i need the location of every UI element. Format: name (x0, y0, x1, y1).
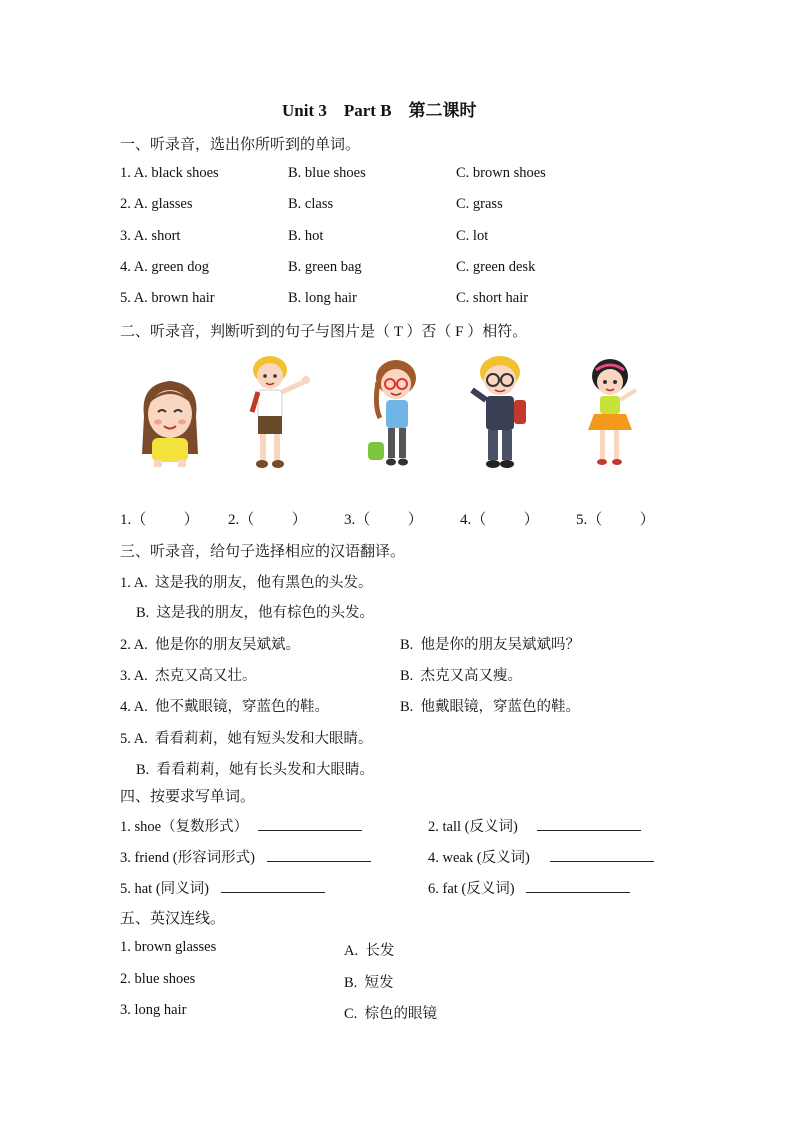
s1-q2-b: B. class (288, 196, 334, 212)
picture-girl-long-hair (134, 376, 206, 468)
s3-q1-b: B. 这是我的朋友，他有棕色的头发。 (136, 605, 375, 621)
picture-blond-boy (240, 352, 316, 474)
s2-answer-2[interactable]: 2.（ ） (228, 512, 307, 528)
s4-item-5 (120, 877, 325, 898)
s1-q3-c: C. lot (456, 228, 489, 244)
s4-item-6-label: 6. fat (反义词) (428, 881, 515, 897)
section-3-heading: 三、听录音，给句子选择相应的汉语翻译。 (120, 544, 406, 560)
s1-q3-b: B. hot (288, 228, 324, 244)
s4-item-4-label: 4. weak (反义词) (428, 850, 530, 866)
s4-item-2-label: 2. tall (反义词) (428, 819, 518, 835)
s5-left-2[interactable]: 2. blue shoes (120, 971, 196, 987)
s1-q1-b: B. blue shoes (288, 165, 366, 181)
s1-q1-c: C. brown shoes (456, 165, 546, 181)
s3-q2-b: B. 他是你的朋友吴斌斌吗？ (400, 637, 581, 653)
s1-q2-a: 2. A. glasses (120, 196, 193, 212)
s3-q5-b: B. 看看莉莉，她有长头发和大眼睛。 (136, 762, 375, 778)
s1-q5-a: 5. A. brown hair (120, 290, 215, 306)
section-2-heading: 二、听录音，判断听到的句子与图片是（ T ）否（ F ）相符。 (120, 324, 528, 340)
s5-left-3[interactable]: 3. long hair (120, 1002, 187, 1018)
s1-q3-a: 3. A. short (120, 228, 181, 244)
s3-q4-b: B. 他戴眼镜，穿蓝色的鞋。 (400, 699, 581, 715)
s3-q4-a: 4. A. 他不戴眼镜，穿蓝色的鞋。 (120, 699, 330, 715)
s4-item-6 (428, 877, 630, 898)
s5-right-c[interactable]: C. 棕色的眼镜 (344, 1006, 438, 1022)
s3-q1-a: 1. A. 这是我的朋友，他有黑色的头发。 (120, 575, 373, 591)
picture-girl-orange-skirt (584, 354, 646, 474)
s3-q3-a: 3. A. 杰克又高又壮。 (120, 668, 257, 684)
s3-q5-a: 5. A. 看看莉莉，她有短头发和大眼睛。 (120, 731, 373, 747)
s2-answer-5[interactable]: 5.（ ） (576, 512, 655, 528)
s4-item-1 (120, 815, 362, 836)
s1-q5-c: C. short hair (456, 290, 529, 306)
s5-right-b[interactable]: B. 短发 (344, 975, 394, 991)
s4-item-1-label: 1. shoe（复数形式） (120, 819, 249, 835)
s4-item-2 (428, 815, 641, 836)
s1-q5-b: B. long hair (288, 290, 357, 306)
s3-q3-b: B. 杰克又高又瘦。 (400, 668, 523, 684)
s2-answer-4[interactable]: 4.（ ） (460, 512, 539, 528)
page-title: Unit 3 Part B 第二课时 (282, 101, 477, 120)
s4-item-3 (120, 846, 371, 867)
picture-girl-glasses (360, 356, 430, 474)
s4-answer-6[interactable] (526, 878, 630, 893)
s1-q1-a: 1. A. black shoes (120, 165, 219, 181)
s3-q2-a: 2. A. 他是你的朋友吴斌斌。 (120, 637, 301, 653)
s4-answer-5[interactable] (221, 878, 325, 893)
s5-left-1[interactable]: 1. brown glasses (120, 939, 217, 955)
s4-answer-4[interactable] (550, 847, 654, 862)
s4-answer-3[interactable] (267, 847, 371, 862)
s4-answer-2[interactable] (537, 816, 641, 831)
section-1-heading: 一、听录音，选出你所听到的单词。 (120, 137, 361, 153)
s1-q4-c: C. green desk (456, 259, 536, 275)
s1-q4-b: B. green bag (288, 259, 362, 275)
section-4-heading: 四、按要求写单词。 (120, 789, 256, 805)
s4-item-5-label: 5. hat (同义词) (120, 881, 209, 897)
s1-q2-c: C. grass (456, 196, 503, 212)
s4-item-3-label: 3. friend (形容词形式) (120, 850, 255, 866)
s4-item-4 (428, 846, 654, 867)
s2-answer-1[interactable]: 1.（ ） (120, 512, 199, 528)
s5-right-a[interactable]: A. 长发 (344, 943, 395, 959)
section-5-heading: 五、英汉连线。 (120, 911, 226, 927)
s4-answer-1[interactable] (258, 816, 362, 831)
s2-answer-3[interactable]: 3.（ ） (344, 512, 423, 528)
picture-boy-glasses (464, 350, 534, 472)
s1-q4-a: 4. A. green dog (120, 259, 209, 275)
